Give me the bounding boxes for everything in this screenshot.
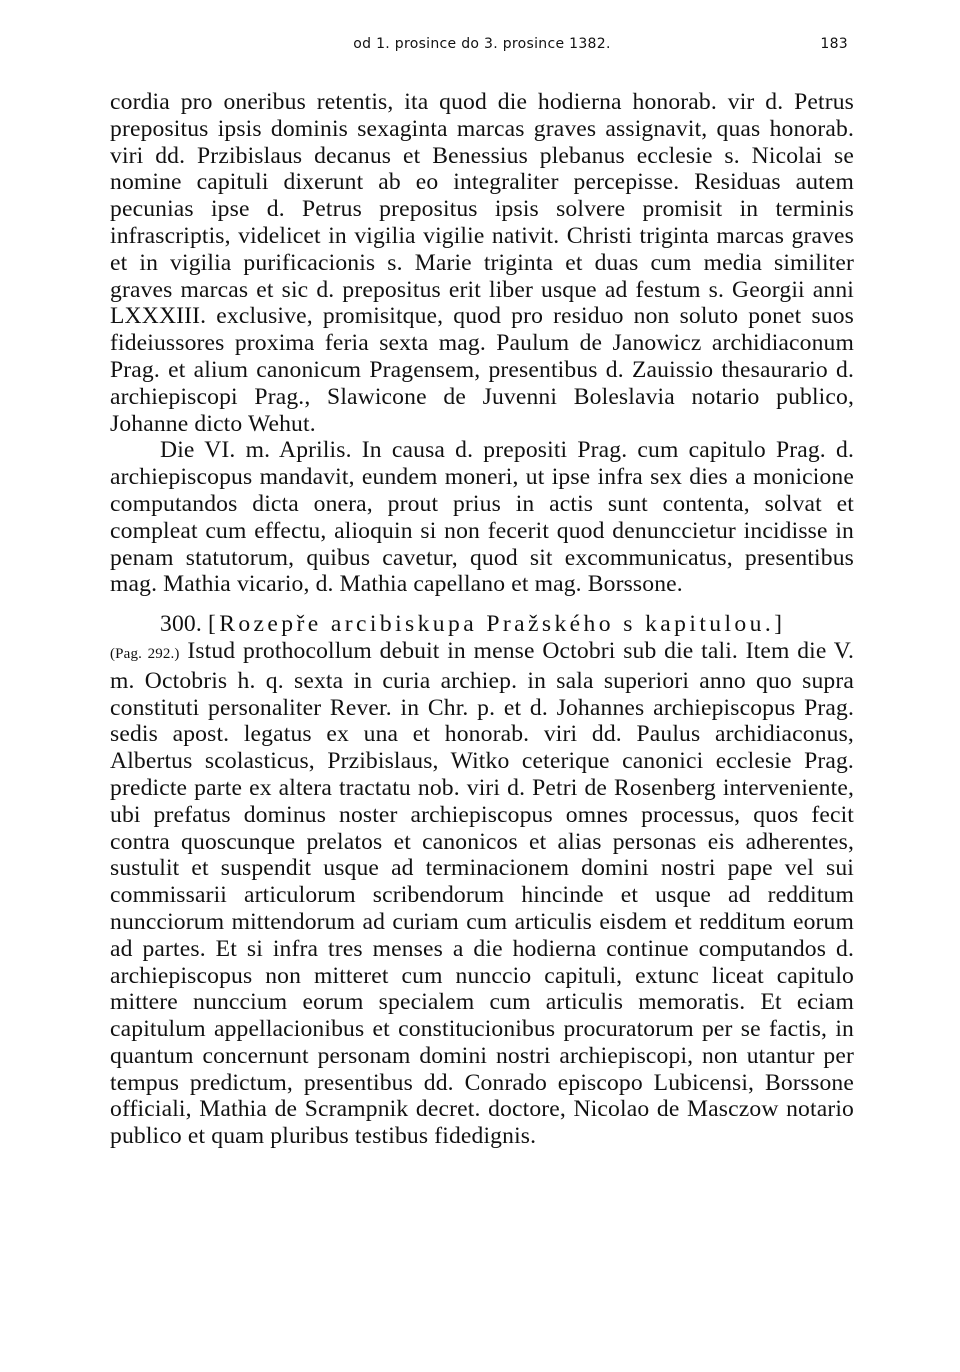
entry-300 [110,611,854,638]
entry-heading: [Rozepře arcibiskupa Pražského s kapitulou.] [207,611,786,638]
running-header [110,36,854,60]
paragraph-continuation: cordia pro oneribus retentis, ita quod die hodierna honorab. vir d. Petrus prepositus ipsis dominis sexaginta marcas graves assignavit, quas honorab. viri dd. Przibislaus decanus et Benessius plebanus ecclesie s. Nicolai se nomine capituli dixerunt ab eo integraliter percepisse. Residuas autem pecunias ipse d. Petrus prepositus ipsis solvere promisit in terminis infrascriptis, videlicet in vigilia vigilie nativit. Christi triginta marcas graves et in vigilia purificacionis s. Marie triginta et duas cum media similiter graves marcas et sic d. prepositus erit liber usque ad festum s. Georgii anni LXXXIII. exclusive, promisitque, quod pro residuo non soluto ponet suos fideiussores proxima feria sexta mag. Paulum de Janowicz archidiaconum Prag. et alium canonicum Pragensem, presentibus d. Zauissio thesaurario d. archiepiscopi Prag., Slawicone de Juvenni Boleslavia notario publico, Johanne dicto Wehut. [110,89,854,437]
entry-300-body: Istud prothocollum debuit in mense Octobri sub die tali. Item die V. m. Octobris h. q. sexta in curia archiep. in sala superiori anno quo supra constituti personaliter Rever. in Chr. p. et d. Johannes archiepiscopus Prag. sedis apost. legatus ex una et honorab. viri dd. Paulus archidiaconus, Albertus scolasticus, Przibislaus, Witko ceterique canonici ecclesie Prag. predicte parte ex altera tractatu nob. viri d. Petri de Rosenberg interveniente, ubi prefatus dominus noster archiepiscopus omnes processus, quos fecit contra quoscunque prelatos et canonicos et alias personas eis adherentes, sustulit et suspendit usque ad terminacionem domini nostri pape vel sui commissarii articulorum scribendorum hincinde et usque ad redditum nuncciorum mittendorum ad curiam cum articulis eisdem et redditum eorum ad partes. Et si infra tres menses a die hodierna continue computandos d. archiepiscopus non mitteret cum nunccio capituli, extunc liceat capitulo mittere nunccium eorum specialem cum articulis memoratis. Et eciam capitulum appellacionibus et constitucionibus procuratorum per se factis, in quantum concernunt personam domini nostri archiepiscopi, non utantur per tempus predictum, presentibus dd. Conrado episcopo Lubicensi, Borssone officiali, Mathia de Scrampnik decret. doctore, Nicolao de Masczow notario publico et quam pluribus testibus fidedignis. [110,637,855,1150]
entry-number: 300. [160,611,202,638]
running-title: od 1. prosince do 3. prosince 1382. [353,36,611,52]
body-text [110,89,854,1150]
page-reference: (Pag. 292.) [110,645,180,662]
entry-300-text [110,638,854,1150]
page-number: 183 [820,36,848,52]
paragraph-die-vi-aprilis: Die VI. m. Aprilis. In causa d. prepositi Prag. cum capitulo Prag. d. archiepiscopus mandavit, eundem moneri, ut ipse infra sex dies a monicione computandos dicta onera, prout prius in actis sunt contenta, solvat et compleat cum effectu, alioquin si non fecerit quod denunccietur incidisse in penam statutorum, quibus cavetur, quod sit excommunicatus, presentibus mag. Mathia vicario, d. Mathia capellano et mag. Borssone. [110,437,854,598]
